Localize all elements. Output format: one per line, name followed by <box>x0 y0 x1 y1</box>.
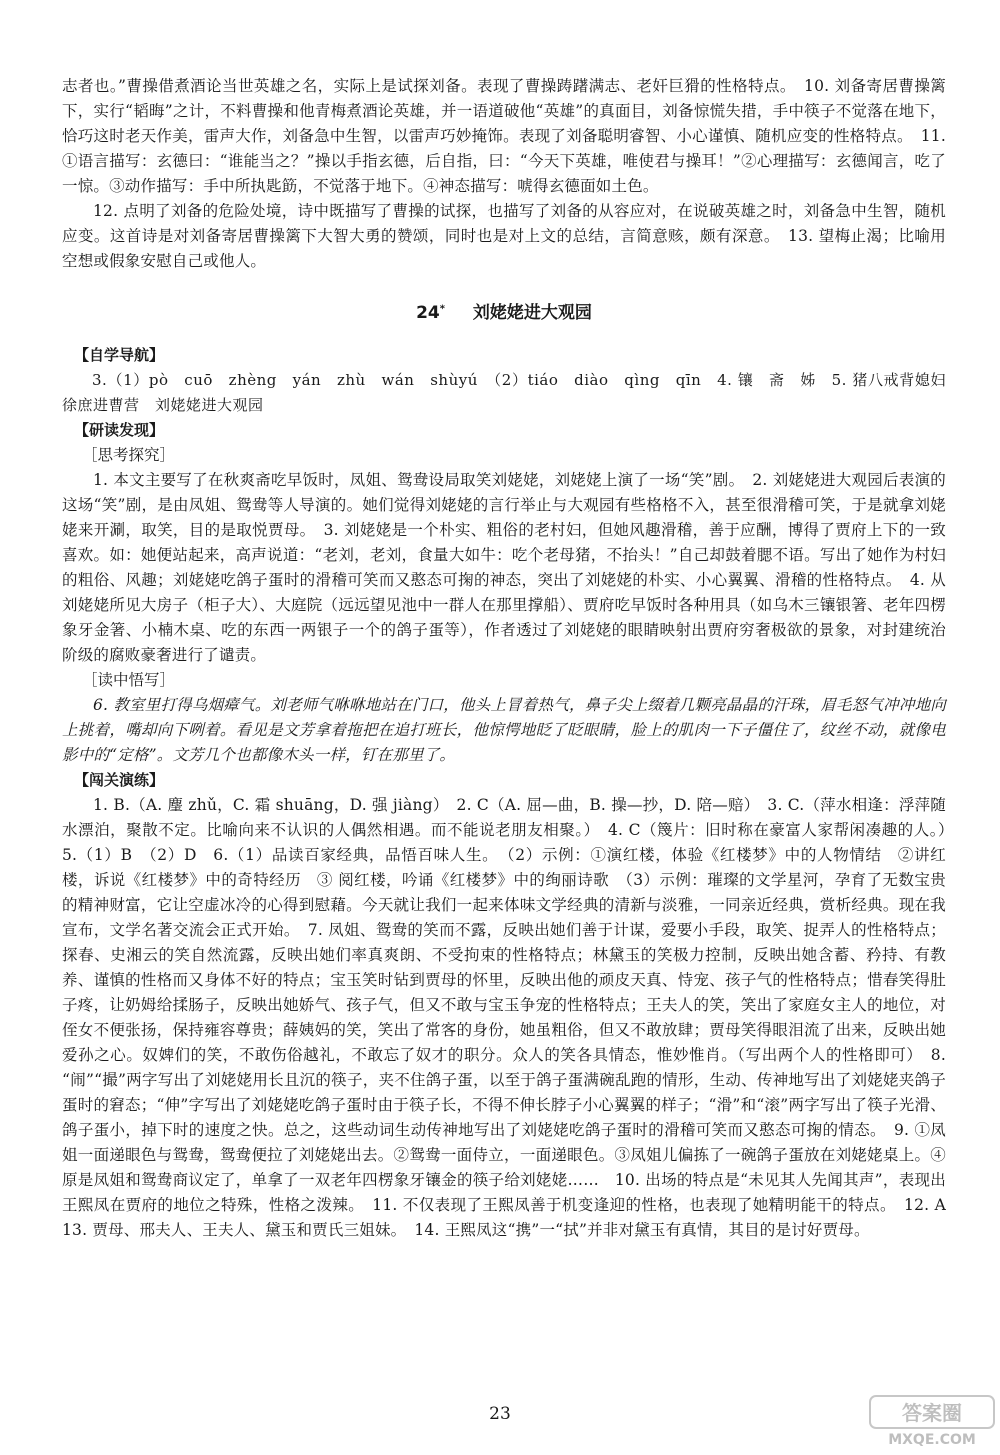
lesson-title-text: 刘姥姥进大观园 <box>472 303 592 323</box>
subheading-duzhong: ［读中悟写］ <box>82 671 176 689</box>
duzhong-answer: 6. 教室里打得乌烟瘴气。刘老师气咻咻地站在门口，他头上冒着热气，鼻子尖上缀着几颗亮晶晶的汗珠，眉毛怒气冲冲地向上挑着，嘴却向下咧着。看见是文芳拿着拖把在追打班长，他惊愕地眨了眨眼睛，脸上的肌肉一下子僵住了，纹丝不动，就像电影中的“定格”。文芳几个也都像木头一样，钉在那里了。 <box>62 696 946 764</box>
lesson-number: 24* <box>416 303 445 323</box>
heading-chuangguan: 【闯关演练】 <box>74 771 165 789</box>
subheading-sikao: ［思考探究］ <box>82 446 176 464</box>
svg-text:答案圈: 答案圈 <box>902 1401 962 1425</box>
watermark-logo <box>868 1392 996 1448</box>
heading-yandu: 【研读发现】 <box>74 421 165 439</box>
chuangguan-answers: 1. B.（A. 麈 zhǔ，C. 霜 shuāng，D. 强 jiàng） 2. C（A. 屈—曲，B. 操—抄，D. 陪—赔） 3. C.（萍水相逢：浮萍随水漂泊，聚散不定。比喻向来不认识的人偶然相遇。而不能说老朋友相聚。） 4. C（篾片：旧时称在豪富人家帮闲凑趣的人。） 5.（1）B （2）D 6.（1）品读百家经典，品悟百味人生。 （2）示例：①演红楼，体验《红楼梦》中的人物情结 ②讲红楼，诉说《红楼梦》中的奇特经历 ③ 阅红楼，吟诵《红楼梦》中的绚丽诗歌 （3）示例：璀璨的文学星河，孕育了无数宝贵的精神财富，它让空虚冰冷的心得到慰藉。今天就让我们一起来体味文学经典的清新与淡雅，一同亲近经典，赏析经典。现在我宣布，文学名著交流会正式开始。 7. 凤姐、鸳鸯的笑而不露，反映出她们善于计谋，爱要小手段，取笑、捉弄人的性格特点；探春、史湘云的笑自然流露，反映出她们率真爽朗、不受拘束的性格特点；林黛玉的笑极力控制，反映出她含蓄、矜持、有教养、谨慎的性格而又身体不好的特点；宝玉笑时钻到贾母的怀里，反映出他的顽皮天真、恃宠、孩子气的性格特点；惜春笑得肚子疼，让奶姆给揉肠子，反映出她娇气、孩子气，但又不敢与宝玉争宠的性格特点；王夫人的笑，笑出了家庭女主人的地位，对侄女不便张扬，保持雍容尊贵；薛姨妈的笑，笑出了常客的身份，她虽粗俗，但又不敢放肆；贾母笑得眼泪流了出来，反映出她爱孙之心。奴婢们的笑，不敢伤俗越礼，不敢忘了奴才的职分。众人的笑各具情态，惟妙惟肖。（写出两个人的性格即可） 8. “闹”“撮”两字写出了刘姥姥用长且沉的筷子，夹不住鸽子蛋，以至于鸽子蛋满碗乱跑的情形，生动、传神地写出了刘姥姥夹鸽子蛋时的窘态；“伸”字写出了刘姥姥吃鸽子蛋时由于筷子长，不得不伸长脖子小心翼翼的样子；“滑”和“滚”两字写出了筷子光滑、鸽子蛋小，掉下时的速度之快。总之，这些动词生动传神地写出了刘姥姥吃鸽子蛋时的滑稽可笑而又憨态可掬的情态。 9. ①凤姐一面递眼色与鸳鸯，鸳鸯便拉了刘姥姥出去。②鸳鸯一面侍立，一面递眼色。③凤姐儿偏拣了一碗鸽子蛋放在刘姥姥桌上。④原是凤姐和鸳鸯商议定了，单拿了一双老年四楞象牙镶金的筷子给刘姥姥…… 10. 出场的特点是“未见其人先闻其声”，表现出王熙凤在贾府的地位之特殊，性格之泼辣。 11. 不仅表现了王熙凤善于机变逢迎的性格，也表现了她精明能干的特点。 12. A 13. 贾母、邢夫人、王夫人、黛玉和贾氏三姐妹。 14. 王熙凤这“携”一“拭”并非对黛玉有真情，其目的是讨好贾母。 <box>62 796 962 1239</box>
svg-text:MXQE.COM: MXQE.COM <box>888 1432 976 1448</box>
yandu-answers: 1. 本文主要写了在秋爽斋吃早饭时，凤姐、鸳鸯设局取笑刘姥姥，刘姥姥上演了一场“笑”剧。 2. 刘姥姥进大观园后表演的这场“笑”剧，是由凤姐、鸳鸯等人导演的。她们觉得刘姥姥的言行举止与大观园有些格格不入，甚至很滑稽可笑，于是就拿刘姥姥来开涮，取笑，目的是取悦贾母。 3. 刘姥姥是一个朴实、粗俗的老村妇，但她风趣滑稽，善于应酬，博得了贾府上下的一致喜欢。如：她便站起来，高声说道：“老刘，老刘，食量大如牛：吃个老母猪，不抬头！”自己却鼓着腮不语。写出了她作为村妇的粗俗、风趣；刘姥姥吃鸽子蛋时的滑稽可笑而又憨态可掬的神态，突出了刘姥姥的朴实、小心翼翼、滑稽的性格特点。 4. 从刘姥姥所见大房子（柜子大）、大庭院（远远望见池中一群人在那里撑船）、贾府吃早饭时各种用具（如乌木三镶银箸、老年四楞象牙金箸、小楠木桌、吃的东西一两银子一个的鸽子蛋等），作者透过了刘姥姥的眼睛映射出贾府穷奢极欲的景象，对封建统治阶级的腐败豪奢进行了谴责。 <box>62 471 946 664</box>
continued-answers-paragraph: 志者也。”曹操借煮酒论当世英雄之名，实际上是试探刘备。表现了曹操踌躇满志、老奸巨猾的性格特点。 10. 刘备寄居曹操篱下，实行“韬晦”之计，不料曹操和他青梅煮酒论英雄，并一语道破他“英雄”的真面目，刘备惊慌失措，手中筷子不觉落在地下，恰巧这时老天作美，雷声大作，刘备急中生智，以雷声巧妙掩饰。表现了刘备聪明睿智、小心谨慎、随机应变的性格特点。 11. ①语言描写：玄德曰：“谁能当之？”操以手指玄德，后自指，曰：“今天下英雄，唯使君与操耳！”②心理描写：玄德闻言，吃了一惊。③动作描写：手中所执匙筯，不觉落于地下。④神态描写：唬得玄德面如土色。 <box>62 77 946 195</box>
page-content <box>62 74 962 1243</box>
zixue-answers: 3.（1）pò cuō zhèng yán zhù wán shùyú （2）tiáo diào qìng qīn 4. 镶 斋 姊 5. 猪八戒背媳妇 徐庶进曹营 刘姥姥进大观园 <box>62 371 962 414</box>
answer-12-paragraph: 12. 点明了刘备的危险处境，诗中既描写了曹操的试探，也描写了刘备的从容应对，在说破英雄之时，刘备急中生智，随机应变。这首诗是对刘备寄居曹操篱下大智大勇的赞颂，同时也是对上文的总结，言简意赅，颇有深意。 13. 望梅止渴；比喻用空想或假象安慰自己或他人。 <box>62 202 946 270</box>
lesson-title <box>62 298 946 323</box>
page-number: 23 <box>489 1404 511 1424</box>
heading-zixue: 【自学导航】 <box>74 346 165 364</box>
